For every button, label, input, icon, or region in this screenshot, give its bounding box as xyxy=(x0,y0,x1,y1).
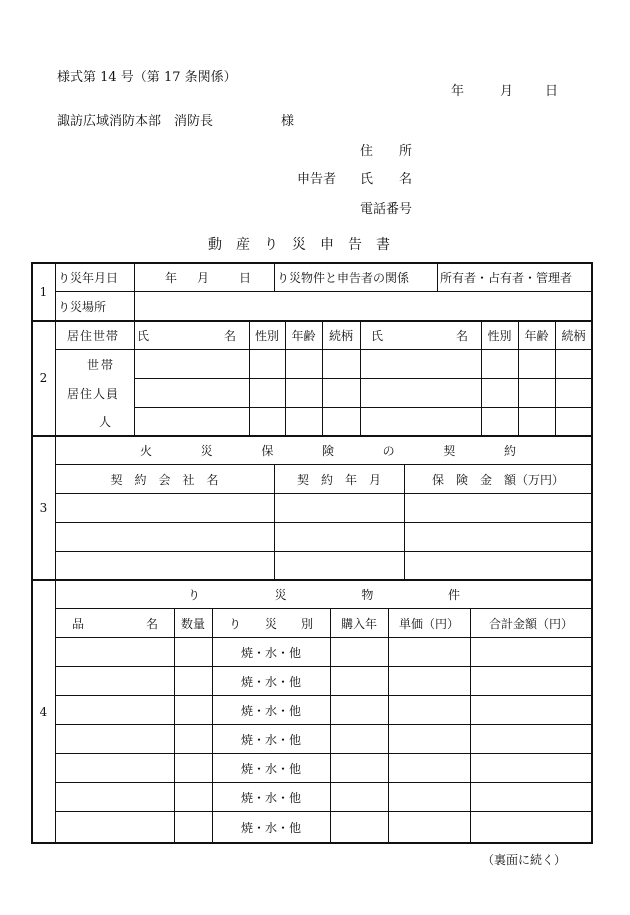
residents-unit: 人 xyxy=(99,415,112,429)
damage-type-header: り 災 別 xyxy=(228,616,313,631)
damage-type-options[interactable]: 焼・水・他 xyxy=(240,703,301,718)
section-1-number: 1 xyxy=(39,284,48,299)
resident-name-header-right: 名 xyxy=(224,328,237,343)
residents-label: 居住人員 xyxy=(67,386,120,401)
damage-type-options[interactable]: 焼・水・他 xyxy=(240,674,301,689)
insurance-company-header: 契 約 会 社 名 xyxy=(110,472,219,487)
document-title: 動 産 り 災 申 告 書 xyxy=(208,237,390,253)
disaster-date-day: 日 xyxy=(239,270,252,285)
insurance-amount-header: 保 険 金 額（万円） xyxy=(431,472,564,487)
quantity-header: 数量 xyxy=(180,616,205,631)
damage-type-options[interactable]: 焼・水・他 xyxy=(240,790,301,805)
damage-type-options[interactable]: 焼・水・他 xyxy=(240,732,301,747)
address-label: 住 所 xyxy=(360,144,413,159)
total-amount-header: 合計金額（円） xyxy=(488,616,573,631)
continue-note: （裏面に続く） xyxy=(482,853,567,867)
household-unit: 世帯 xyxy=(87,357,116,372)
household-label: 居住世帯 xyxy=(67,328,120,343)
relation-header: 続柄 xyxy=(328,328,353,343)
form-number: 様式第 14 号（第 17 条関係） xyxy=(57,70,237,85)
purchase-year-header: 購入年 xyxy=(340,616,377,631)
contract-date-header: 契 約 年 月 xyxy=(296,472,381,487)
damage-type-options[interactable]: 焼・水・他 xyxy=(240,761,301,776)
age-header-2: 年齢 xyxy=(524,328,549,343)
relation-options[interactable]: 所有者・占有者・管理者 xyxy=(440,270,573,285)
insurance-section-title: 火 災 保 険 の 契 約 xyxy=(140,443,516,458)
phone-label: 電話番号 xyxy=(360,202,413,217)
addressee: 諏訪広域消防本部 消防長 xyxy=(57,114,214,129)
date-day-label: 日 xyxy=(545,84,559,99)
name-label: 氏 名 xyxy=(360,172,413,187)
section-4-number: 4 xyxy=(39,704,48,719)
resident-name-header-right-2: 名 xyxy=(456,328,469,343)
age-header: 年齢 xyxy=(291,328,316,343)
disaster-date-month: 月 xyxy=(197,270,210,285)
relation-header-2: 続柄 xyxy=(561,328,586,343)
resident-name-header-left-2: 氏 xyxy=(371,328,384,343)
sex-header-2: 性別 xyxy=(487,328,512,343)
unit-price-header: 単価（円） xyxy=(398,616,459,631)
resident-name-header-left: 氏 xyxy=(137,328,150,343)
declarant-label: 申告者 xyxy=(297,172,337,187)
disaster-date-year: 年 xyxy=(165,270,178,285)
property-section-title: り 災 物 件 xyxy=(188,587,460,602)
section-2-number: 2 xyxy=(39,371,48,385)
damage-type-options[interactable]: 焼・水・他 xyxy=(240,645,301,660)
date-year-label: 年 xyxy=(451,84,465,99)
disaster-date-label: り災年月日 xyxy=(58,270,119,285)
disaster-place-label: り災場所 xyxy=(58,299,107,314)
date-month-label: 月 xyxy=(500,84,514,99)
item-name-header-left: 品 xyxy=(72,616,85,631)
sex-header: 性別 xyxy=(254,328,279,343)
honorific: 様 xyxy=(281,114,295,129)
section-3-number: 3 xyxy=(39,500,48,515)
disaster-place-input[interactable] xyxy=(136,294,590,318)
damage-type-options[interactable]: 焼・水・他 xyxy=(240,820,301,835)
item-name-header-right: 名 xyxy=(146,616,159,631)
relation-label: り災物件と申告者の関係 xyxy=(277,270,410,285)
